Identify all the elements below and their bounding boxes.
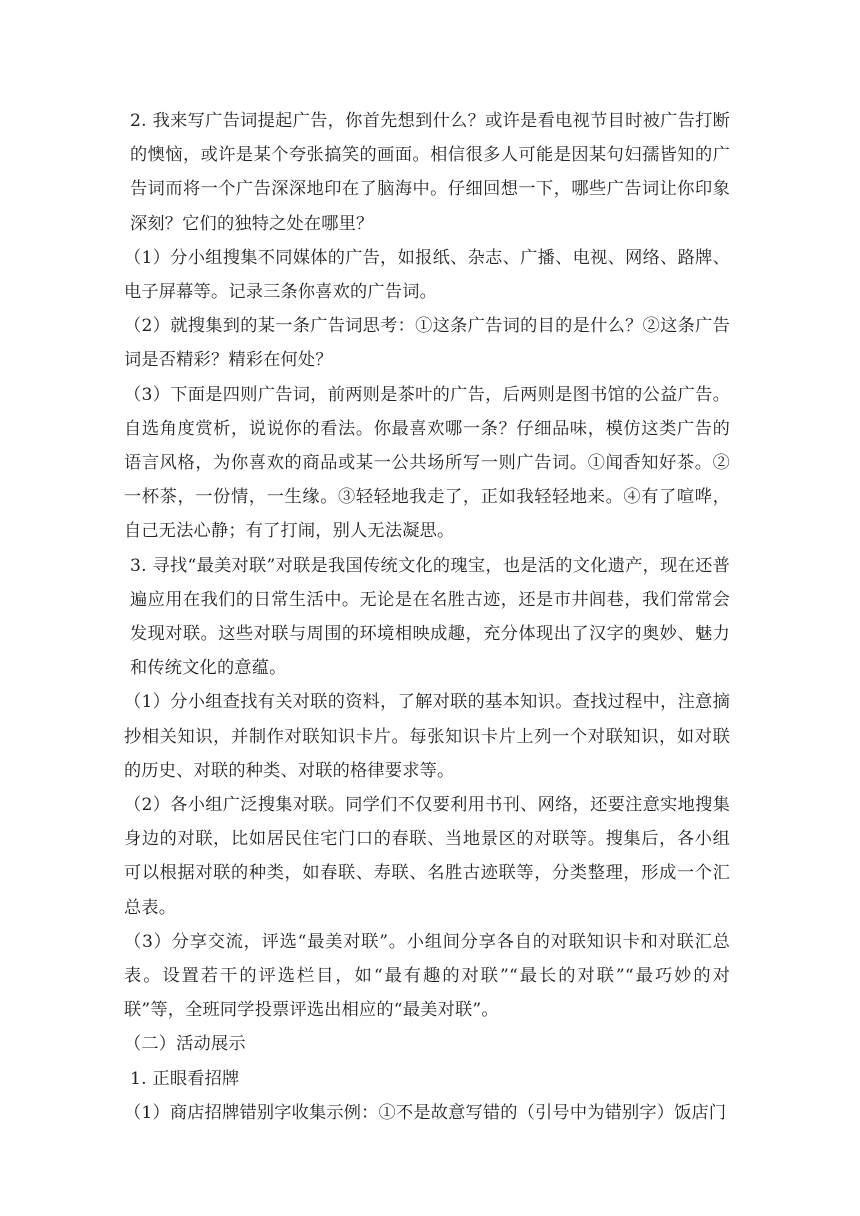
document-page [124, 104, 730, 1130]
paragraph-ad-writing-intro: 2. 我来写广告词提起广告，你首先想到什么？或许是看电视节目时被广告打断的懊恼，或许是某个夸张搞笑的画面。相信很多人可能是因某句妇孺皆知的广告词而将一个广告深深地印在了脑海中。仔细回想一下，哪些广告词让你印象深刻？它们的独特之处在哪里？ [130, 111, 730, 234]
paragraph-ad-step-1: （1）分小组搜集不同媒体的广告，如报纸、杂志、广播、电视、网络、路牌、电子屏幕等。记录三条你喜欢的广告词。 [124, 247, 730, 303]
paragraph-couplet-step-1: （1）分小组查找有关对联的资料，了解对联的基本知识。查找过程中，注意摘抄相关知识，并制作对联知识卡片。每张知识卡片上列一个对联知识，如对联的历史、对联的种类、对联的格律要求等。 [124, 692, 730, 781]
paragraph-couplet-step-2: （2）各小组广泛搜集对联。同学们不仅要利用书刊、网络，还要注意实地搜集身边的对联，比如居民住宅门口的春联、当地景区的对联等。搜集后，各小组可以根据对联的种类，如春联、寿联、名胜古迹联等，分类整理，形成一个汇总表。 [124, 795, 730, 918]
paragraph-ad-step-2: （2）就搜集到的某一条广告词思考：①这条广告词的目的是什么？②这条广告词是否精彩？精彩在何处？ [124, 316, 730, 371]
paragraph-couplet-intro: 3. 寻找“最美对联”对联是我国传统文化的瑰宝，也是活的文化遗产，现在还普遍应用在我们的日常生活中。无论是在名胜古迹，还是市井闾巷，我们常常会发现对联。这些对联与周围的环境相映成趣，充分体现出了汉字的奥妙、魅力和传统文化的意蕴。 [130, 555, 730, 679]
paragraph-signboard-step-1: （1）商店招牌错别字收集示例：①不是故意写错的（引号中为错别字）饭店门 [124, 1102, 727, 1123]
subheading-signboard: 1. 正眼看招牌 [130, 1068, 240, 1089]
paragraph-ad-step-3: （3）下面是四则广告词，前两则是茶叶的广告，后两则是图书馆的公益广告。自选角度赏析，说说你的看法。你最喜欢哪一条？仔细品味，模仿这类广告的语言风格，为你喜欢的商品或某一公共场所写一则广告词。①闻香知好茶。②一杯茶，一份情，一生缘。③轻轻地我走了，正如我轻轻地来。④有了喧哗，自己无法心静；有了打闹，别人无法凝思。 [124, 384, 730, 542]
section-heading-activity-display: （二）活动展示 [124, 1034, 246, 1055]
paragraph-couplet-step-3: （3）分享交流，评选“最美对联”。小组间分享各自的对联知识卡和对联汇总表。设置若干的评选栏目，如“最有趣的对联”“最长的对联”“最巧妙的对联”等，全班同学投票评选出相应的“最美对联”。 [124, 931, 730, 1021]
